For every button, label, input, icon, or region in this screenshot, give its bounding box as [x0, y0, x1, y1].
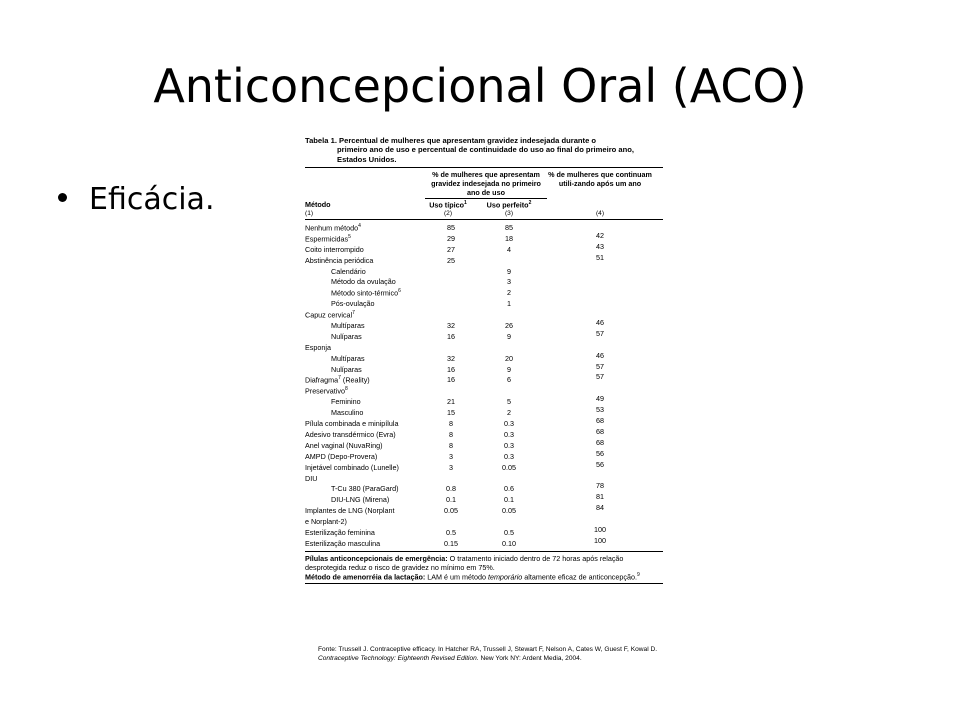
- typical-use-value: 85: [447, 223, 455, 233]
- method-label: Injetável combinado (Lunelle): [305, 462, 399, 472]
- typical-use-value: 27: [447, 244, 455, 254]
- perfect-use-value: 9: [507, 331, 511, 341]
- table-row: [305, 298, 663, 309]
- method-label: Método da ovulação: [331, 277, 396, 287]
- method-label: Diafragma$^7$ (Reality): [305, 375, 370, 385]
- method-label: Masculino: [331, 408, 364, 418]
- bullet-dot-icon: [58, 193, 67, 202]
- table-body: [305, 222, 663, 549]
- table-row: [305, 266, 663, 277]
- typical-use-value: 0.05: [444, 506, 458, 516]
- continuation-value: 56: [596, 459, 604, 469]
- typical-use-value: 3: [449, 451, 453, 461]
- method-label: Adesivo transdérmico (Evra): [305, 429, 396, 439]
- table-bottom-rule: [305, 583, 663, 584]
- perfect-use-value: 6: [507, 375, 511, 385]
- perfect-use-value: 2: [507, 288, 511, 298]
- source-footnote: Fonte: Trussell J. Contraceptive efficacy. In Hatcher RA, Trussell J, Stewart F, Nelson A, Cates W, Guest F, Kowal D. Contraceptive Technology: Eighteenth Revised Edition. New York NY: Ardent Media, 2004.: [318, 646, 658, 662]
- continuation-value: 68: [596, 426, 604, 436]
- table-row: [305, 372, 663, 386]
- slide-title: Anticoncepcional Oral (ACO): [153, 59, 807, 113]
- group-header-label: % de mulheres que apresentam gravidez indesejada no primeiro ano de uso: [425, 170, 547, 199]
- perfect-use-value: 0.5: [504, 527, 514, 537]
- col-num-4: (4): [595, 209, 605, 217]
- typical-use-value: 15: [447, 408, 455, 418]
- perfect-use-value: 0.6: [504, 484, 514, 494]
- table-row: [305, 277, 663, 288]
- typical-use-value: 8: [449, 419, 453, 429]
- continuation-value: 49: [596, 394, 604, 404]
- bullet-text: Eficácia.: [89, 182, 215, 217]
- perfect-use-value: 0.3: [504, 429, 514, 439]
- continuation-value: 57: [596, 361, 604, 371]
- continuation-value: 43: [596, 241, 604, 251]
- typical-use-value: 8: [449, 440, 453, 450]
- method-label: Esterilização masculina: [305, 538, 381, 548]
- efficacy-table: [305, 136, 663, 584]
- col2-header: Uso típico$^1$: [429, 200, 467, 210]
- method-label: Anel vaginal (NuvaRing): [305, 440, 383, 450]
- method-label: Capuz cervical$^7$: [305, 309, 355, 320]
- table-row: [305, 505, 663, 516]
- note-lactation: Método de amenorréia da lactação: LAM é um método temporário altamente eficaz de anticoncepção.$^9$: [305, 571, 640, 582]
- continuation-value: 51: [596, 252, 604, 262]
- perfect-use-value: 0.10: [502, 538, 516, 548]
- col-num-1: (1): [305, 209, 314, 217]
- col4-header: % de mulheres que continuam utili-zando após um ano: [548, 170, 652, 189]
- perfect-use-value: 0.3: [504, 451, 514, 461]
- method-label: Implantes de LNG (Norplant: [305, 506, 395, 516]
- method-label: Preservativo$^8$: [305, 386, 348, 396]
- table-row: [305, 328, 663, 342]
- continuation-value: 57: [596, 328, 604, 338]
- table-title-line1: Tabela 1. Percentual de mulheres que apresentam gravidez indesejada durante o: [305, 136, 597, 145]
- method-label: Feminino: [331, 397, 361, 407]
- typical-use-value: 25: [447, 255, 455, 265]
- continuation-value: 42: [596, 230, 604, 240]
- method-label: AMPD (Depo-Provera): [305, 451, 378, 461]
- method-label: DIU-LNG (Mirena): [331, 495, 390, 505]
- continuation-value: 53: [596, 405, 604, 415]
- table-notes: [305, 552, 663, 583]
- method-label: Esterilização feminina: [305, 527, 375, 537]
- method-label: T-Cu 380 (ParaGard): [331, 484, 399, 494]
- table-row: [305, 252, 663, 266]
- method-label: Nulíparas: [331, 331, 362, 341]
- table-row: [305, 535, 663, 549]
- method-label: e Norplant-2): [305, 517, 347, 527]
- header-rule: [305, 219, 663, 220]
- method-label: Calendário: [331, 266, 366, 276]
- col1-header: Método: [305, 200, 331, 210]
- perfect-use-value: 5: [507, 397, 511, 407]
- perfect-use-value: 4: [507, 244, 511, 254]
- typical-use-value: 0.15: [444, 538, 458, 548]
- typical-use-value: 21: [447, 397, 455, 407]
- continuation-value: 68: [596, 437, 604, 447]
- typical-use-value: 16: [447, 375, 455, 385]
- table-row: [305, 287, 663, 298]
- typical-use-value: 16: [447, 364, 455, 374]
- method-label: Coito interrompido: [305, 244, 364, 254]
- col-num-2: (2): [443, 209, 453, 217]
- perfect-use-value: 18: [505, 233, 513, 243]
- note-emergency: Pílulas anticoncepcionais de emergência: O tratamento iniciado dentro de 72 horas após relação desprotegida reduz o risco de gravidez no mínimo em 75%.: [305, 553, 624, 572]
- typical-use-value: 16: [447, 331, 455, 341]
- col-num-3: (3): [504, 209, 514, 217]
- perfect-use-value: 20: [505, 353, 513, 363]
- typical-use-value: 29: [447, 233, 455, 243]
- continuation-value: 46: [596, 350, 604, 360]
- continuation-value: 56: [596, 448, 604, 458]
- table-title: [305, 136, 663, 164]
- method-label: Método sinto-térmico$^6$: [331, 288, 401, 298]
- table-row: [305, 459, 663, 473]
- typical-use-value: 8: [449, 429, 453, 439]
- column-number-row: [305, 210, 663, 218]
- table-column-header: [305, 200, 663, 209]
- continuation-value: 46: [596, 318, 604, 328]
- continuation-value: 100: [594, 535, 606, 545]
- method-label: Pílula combinada e minipílula: [305, 419, 399, 429]
- col3-header: Uso perfeito$^2$: [486, 200, 532, 210]
- method-label: DIU: [305, 473, 318, 483]
- continuation-value: 78: [596, 481, 604, 491]
- perfect-use-value: 85: [505, 223, 513, 233]
- method-label: Pós-ovulação: [331, 299, 375, 309]
- bullet-item: [58, 182, 214, 217]
- continuation-value: 81: [596, 492, 604, 502]
- typical-use-value: 32: [447, 353, 455, 363]
- method-label: Multíparas: [331, 353, 365, 363]
- perfect-use-value: 1: [507, 299, 511, 309]
- continuation-value: 100: [594, 524, 606, 534]
- method-label: Nenhum método$^4$: [305, 222, 361, 233]
- perfect-use-value: 9: [507, 364, 511, 374]
- perfect-use-value: 0.1: [504, 495, 514, 505]
- typical-use-value: 0.5: [446, 527, 456, 537]
- method-label: Nulíparas: [331, 364, 362, 374]
- continuation-value: 68: [596, 416, 604, 426]
- method-label: Multíparas: [331, 321, 365, 331]
- perfect-use-value: 3: [507, 277, 511, 287]
- table-group-header: [305, 170, 663, 199]
- perfect-use-value: 0.3: [504, 419, 514, 429]
- typical-use-value: 0.1: [446, 495, 456, 505]
- perfect-use-value: 0.3: [504, 440, 514, 450]
- table-top-rule: [305, 167, 663, 168]
- method-label: Esponja: [305, 342, 331, 352]
- method-label: Espermicidas$^5$: [305, 233, 351, 244]
- continuation-value: 57: [596, 372, 604, 382]
- continuation-value: 84: [596, 503, 604, 513]
- perfect-use-value: 0.05: [502, 506, 516, 516]
- perfect-use-value: 26: [505, 321, 513, 331]
- table-title-line2: primeiro ano de uso e percentual de continuidade do uso ao final do primeiro ano, Estados Unidos.: [337, 145, 635, 164]
- typical-use-value: 32: [447, 321, 455, 331]
- perfect-use-value: 0.05: [502, 462, 516, 472]
- typical-use-value: 3: [449, 462, 453, 472]
- perfect-use-value: 2: [507, 408, 511, 418]
- method-label: Abstinência periódica: [305, 255, 374, 265]
- typical-use-value: 0.8: [446, 484, 456, 494]
- perfect-use-value: 9: [507, 266, 511, 276]
